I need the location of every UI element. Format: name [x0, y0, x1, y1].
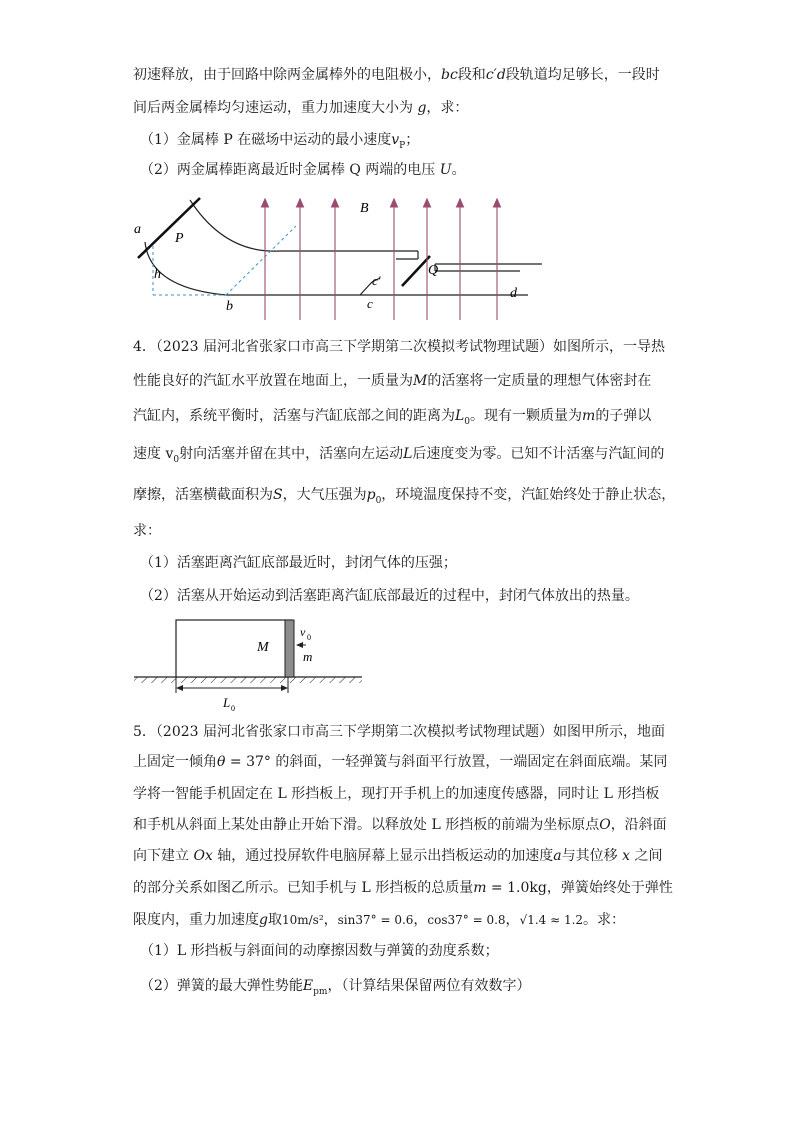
label-b: b: [226, 299, 233, 314]
label-h: h: [154, 267, 161, 282]
label-q: Q: [428, 263, 439, 278]
rod-p: [138, 198, 200, 258]
p4-line-2: 性能良好的汽缸水平放置在地面上，一质量为M的活塞将一定质量的理想气体密封在: [133, 373, 652, 389]
p5-line-6: 的部分关系如图乙所示。已知手机与 L 形挡板的总质量m = 1.0kg，弹簧始终处于弹性: [133, 880, 673, 896]
label-velocity-sub: 0: [307, 633, 311, 642]
p5-question-1: （1）L 形挡板与斜面间的动摩擦因数与弹簧的劲度系数；: [140, 943, 499, 959]
label-d: d: [510, 286, 517, 301]
p5-question-2: （2）弹簧的最大弹性势能$E_{pm}$，（计算结果保留两位有效数字）: [140, 978, 531, 997]
cylinder: [176, 620, 292, 677]
magnetic-field-arrows: [262, 199, 501, 320]
label-p: P: [175, 231, 184, 246]
label-velocity-v: v: [300, 625, 306, 639]
p3-question-2: （2）两金属棒距离最近时金属棒 Q 两端的电压 U。: [140, 162, 466, 178]
rod-q: [402, 256, 430, 286]
p4-cylinder-figure: [130, 615, 380, 715]
p4-line-5: 摩擦，活塞横截面积为S，大气压强为$p_0$，环境温度保持不变，汽缸始终处于静止状态，: [133, 487, 676, 506]
p5-line-5: 向下建立 Ox 轴，通过投屏软件电脑屏幕上显示出挡板运动的加速度a与其位移 x 之间: [133, 848, 663, 864]
p4-line-3: 汽缸内，系统平衡时，活塞与汽缸底部之间的距离为$L_0$。现有一颗质量为m的子弹以: [133, 408, 652, 427]
p3-intro-line-2: 间后两金属棒均匀速运动，重力加速度大小为 g，求：: [133, 100, 469, 116]
piston: [285, 620, 294, 677]
p4-question-1: （1）活塞距离汽缸底部最近时，封闭气体的压强；: [140, 555, 457, 571]
p5-line-4: 和手机从斜面上某处由静止开始下滑。以释放处 L 形挡板的前端为坐标原点O，沿斜面: [133, 817, 667, 833]
p4-line-4: 速度 $v_0$射向活塞并留在其中，活塞向左运动L后速度变为零。已知不计活塞与汽缸间的: [133, 446, 665, 465]
p5-line-7: 限度内，重力加速度g取10m/s²，sin37° = 0.6，cos37° = 0.8，√1.4 ≈ 1.2。求：: [133, 912, 626, 928]
p5-line-1: 5．（2023 届河北省张家口市高三下学期第二次模拟考试物理试题）如图甲所示，地面: [133, 724, 665, 740]
label-c-prime: c′: [372, 273, 381, 288]
label-mass-m-small: m: [303, 649, 313, 664]
p3-question-1: （1）金属棒 P 在磁场中运动的最小速度$v_P$；: [140, 132, 420, 151]
label-c: c: [367, 296, 373, 311]
label-field-b: B: [360, 201, 369, 216]
p5-line-3: 学将一智能手机固定在 L 形挡板上，现打开手机上的加速度传感器，同时让 L 形挡板: [133, 786, 660, 802]
p3-rail-figure: [130, 192, 550, 320]
p3-intro-line-1: 初速释放，由于回路中除两金属棒外的电阻极小，bc段和c′d段轨道均足够长，一段时: [133, 67, 660, 83]
label-length-l: L: [223, 695, 231, 710]
p4-question-2: （2）活塞从开始运动到活塞距离汽缸底部最近的过程中，封闭气体放出的热量。: [140, 588, 639, 604]
p4-line-1: 4．（2023 届河北省张家口市高三下学期第二次模拟考试物理试题）如图所示，一导热: [133, 339, 665, 355]
p4-line-6: 求：: [133, 523, 161, 539]
label-a: a: [134, 222, 141, 237]
label-length-sub: 0: [231, 704, 235, 713]
label-mass-m-big: M: [257, 640, 269, 655]
p5-line-2: 上固定一倾角θ = 37° 的斜面，一轻弹簧与斜面平行放置，一端固定在斜面底端。某同: [133, 754, 668, 770]
